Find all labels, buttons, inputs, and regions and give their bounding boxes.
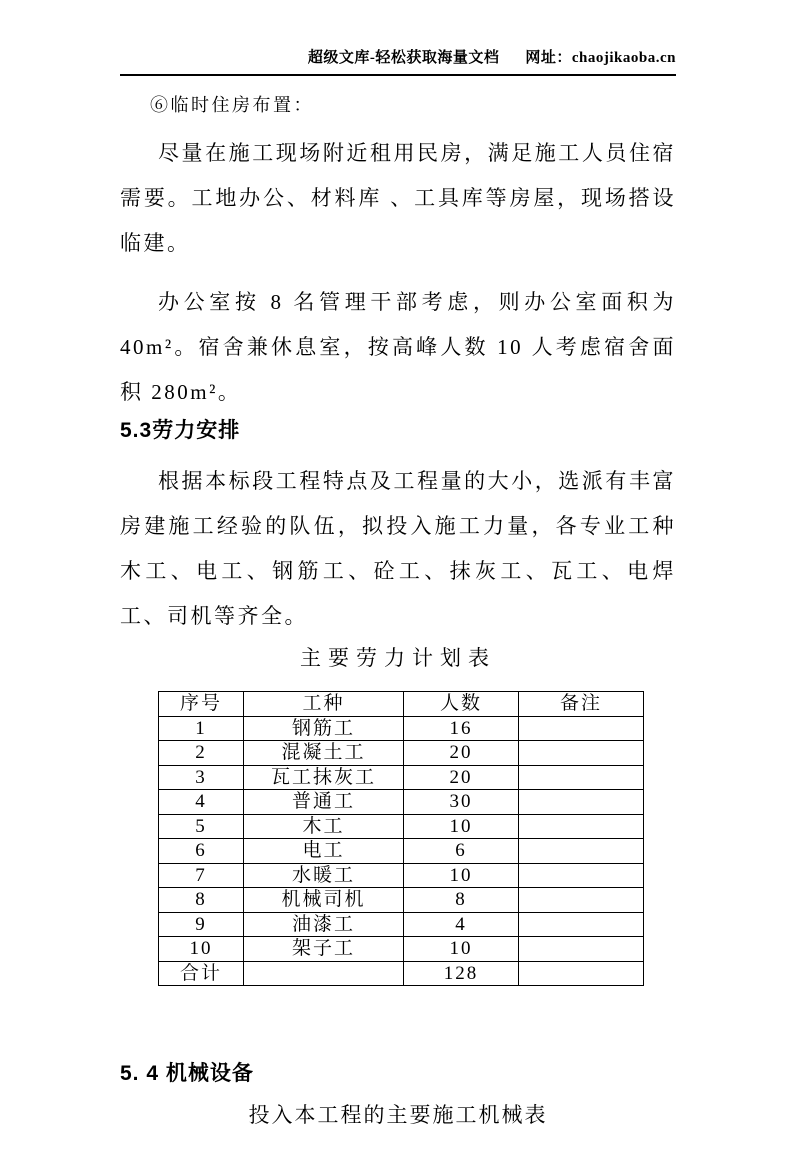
machinery-table-caption: 投入本工程的主要施工机械表 (248, 1103, 548, 1127)
paragraph-labor: 根据本标段工程特点及工程量的大小，选派有丰富房建施工经验的队伍，拟投入施工力量，各专业工种木工、电工、钢筋工、砼工、抹灰工、瓦工、电焊工、司机等齐全。 (120, 469, 676, 628)
page-header (120, 46, 676, 76)
table-cell: 瓦工抹灰工 (244, 765, 404, 790)
paragraph-housing: 尽量在施工现场附近租用民房，满足施工人员住宿需要。工地办公、材料库 、工具库等房屋，现场搭设临建。 (120, 141, 676, 255)
table-cell: 机械司机 (244, 888, 404, 913)
table-cell: 4 (159, 790, 244, 815)
table-cell (519, 716, 644, 741)
table-cell: 3 (159, 765, 244, 790)
table-cell: 混凝土工 (244, 741, 404, 766)
table-row (159, 937, 644, 962)
table-cell (244, 961, 404, 986)
table-cell: 油漆工 (244, 912, 404, 937)
table-cell: 20 (404, 741, 519, 766)
table-row (159, 741, 644, 766)
table-cell (519, 741, 644, 766)
heading-5-4-machinery: 5. 4 机械设备 (120, 1062, 254, 1085)
table-row (159, 814, 644, 839)
table-cell: 20 (404, 765, 519, 790)
table-row (159, 839, 644, 864)
table-cell: 1 (159, 716, 244, 741)
table-cell: 电工 (244, 839, 404, 864)
table-cell: 10 (404, 863, 519, 888)
table-cell: 木工 (244, 814, 404, 839)
table-cell: 4 (404, 912, 519, 937)
labor-table-header-row (159, 692, 644, 717)
table-cell: 5 (159, 814, 244, 839)
labor-table-title: 主要劳力计划表 (300, 646, 496, 670)
table-cell: 10 (159, 937, 244, 962)
table-cell (519, 863, 644, 888)
table-cell: 8 (404, 888, 519, 913)
table-cell: 30 (404, 790, 519, 815)
table-row (159, 863, 644, 888)
table-cell: 128 (404, 961, 519, 986)
table-cell: 普通工 (244, 790, 404, 815)
table-cell (519, 961, 644, 986)
table-row (159, 912, 644, 937)
paragraph-office-area: 办公室按 8 名管理干部考虑，则办公室面积为 40m²。宿舍兼休息室，按高峰人数 10 人考虑宿舍面积 280m²。 (120, 290, 676, 404)
column-header-note: 备注 (519, 692, 644, 717)
document-page (0, 46, 793, 1168)
table-cell: 9 (159, 912, 244, 937)
table-row (159, 716, 644, 741)
table-cell: 8 (159, 888, 244, 913)
section-6-heading: ⑥临时住房布置： (150, 95, 314, 115)
table-row (159, 961, 644, 986)
table-cell (519, 839, 644, 864)
table-cell (519, 765, 644, 790)
table-cell (519, 937, 644, 962)
heading-5-3-labor: 5.3劳力安排 (120, 419, 241, 442)
table-cell (519, 814, 644, 839)
column-header-serial: 序号 (159, 692, 244, 717)
labor-table-body (159, 716, 644, 986)
table-cell: 10 (404, 937, 519, 962)
header-url-text: 网址：chaojikaoba.cn (525, 50, 676, 66)
column-header-count: 人数 (404, 692, 519, 717)
table-cell (519, 888, 644, 913)
labor-plan-table (158, 691, 644, 986)
table-cell: 钢筋工 (244, 716, 404, 741)
table-row (159, 888, 644, 913)
table-row (159, 790, 644, 815)
table-cell: 16 (404, 716, 519, 741)
table-cell: 6 (404, 839, 519, 864)
table-cell: 合计 (159, 961, 244, 986)
table-cell: 7 (159, 863, 244, 888)
header-site-text: 超级文库-轻松获取海量文档 (307, 50, 500, 66)
table-cell: 水暖工 (244, 863, 404, 888)
column-header-trade: 工种 (244, 692, 404, 717)
table-row (159, 765, 644, 790)
table-cell (519, 790, 644, 815)
table-cell: 架子工 (244, 937, 404, 962)
table-cell: 10 (404, 814, 519, 839)
table-cell (519, 912, 644, 937)
table-cell: 2 (159, 741, 244, 766)
table-cell: 6 (159, 839, 244, 864)
